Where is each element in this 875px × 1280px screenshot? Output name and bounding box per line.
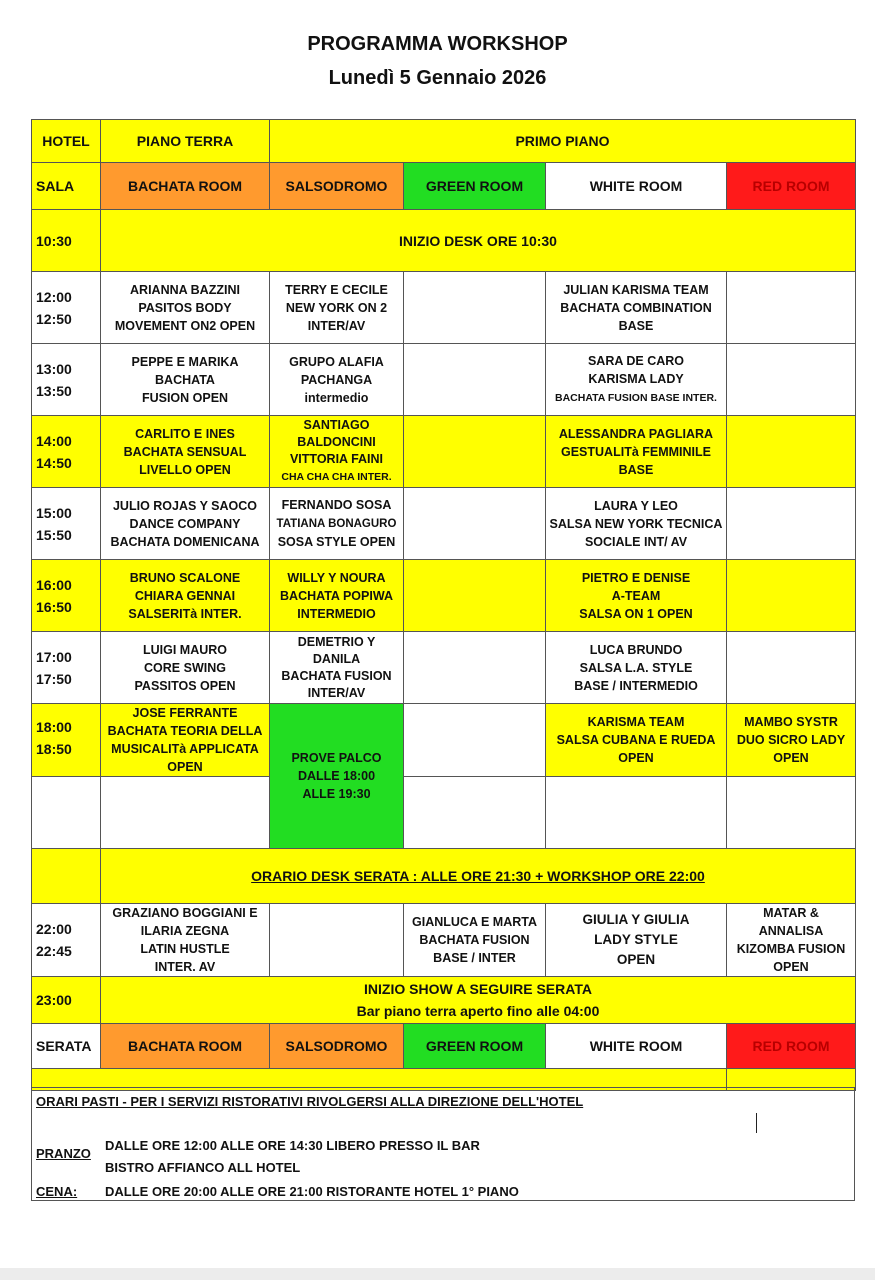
room-white: WHITE ROOM bbox=[546, 1024, 727, 1069]
slot-time: 15:00 15:50 bbox=[32, 488, 101, 560]
green-room-class bbox=[404, 272, 546, 344]
salsodromo-class: GRUPO ALAFIA PACHANGA intermedio bbox=[270, 344, 404, 416]
sala-label: SALA bbox=[32, 163, 101, 210]
text-cursor bbox=[756, 1113, 757, 1133]
white-room-class: LUCA BRUNDO SALSA L.A. STYLE BASE / INTERMEDIO bbox=[546, 632, 727, 704]
time-slot-row bbox=[32, 488, 856, 560]
bachata-room-class: CARLITO E INES BACHATA SENSUAL LIVELLO OPEN bbox=[101, 416, 270, 488]
cena-text: DALLE ORE 20:00 ALLE ORE 21:00 RISTORANTE HOTEL 1° PIANO bbox=[105, 1184, 519, 1199]
green-room-class bbox=[404, 344, 546, 416]
schedule-table bbox=[31, 119, 856, 1091]
room-white: WHITE ROOM bbox=[546, 163, 727, 210]
slot-time: 18:00 18:50 bbox=[32, 704, 101, 777]
empty-cell bbox=[32, 777, 101, 849]
salsodromo-class: FERNANDO SOSA TATIANA BONAGURO SOSA STYLE OPEN bbox=[270, 488, 404, 560]
red-room-class bbox=[727, 416, 856, 488]
hotel-label: HOTEL bbox=[32, 120, 101, 163]
time-slot-row bbox=[32, 344, 856, 416]
piano-terra-label: PIANO TERRA bbox=[101, 120, 270, 163]
empty-cell bbox=[404, 777, 546, 849]
slot-time: 13:00 13:50 bbox=[32, 344, 101, 416]
room-salsodromo: SALSODROMO bbox=[270, 163, 404, 210]
room-bachata: BACHATA ROOM bbox=[101, 1024, 270, 1069]
bachata-room-class: JULIO ROJAS Y SAOCO DANCE COMPANY BACHATA DOMENICANA bbox=[101, 488, 270, 560]
white-room-class: ALESSANDRA PAGLIARA GESTUALITà FEMMINILE BASE bbox=[546, 416, 727, 488]
time-slot-row bbox=[32, 416, 856, 488]
bachata-room-class: PEPPE E MARIKA BACHATA FUSION OPEN bbox=[101, 344, 270, 416]
desk-text: INIZIO DESK ORE 10:30 bbox=[101, 210, 856, 272]
white-room-class: SARA DE CARO KARISMA LADY BACHATA FUSION BASE INTER. bbox=[546, 344, 727, 416]
white-room-class: JULIAN KARISMA TEAM BACHATA COMBINATION BASE bbox=[546, 272, 727, 344]
page-subtitle: Lunedì 5 Gennaio 2026 bbox=[328, 67, 547, 89]
empty-cell bbox=[727, 777, 856, 849]
primo-piano-label: PRIMO PIANO bbox=[270, 120, 856, 163]
room-bachata: BACHATA ROOM bbox=[101, 163, 270, 210]
floor-header-row bbox=[32, 120, 856, 163]
slot-time: 17:00 17:50 bbox=[32, 632, 101, 704]
bachata-room-class: LUIGI MAURO CORE SWING PASSITOS OPEN bbox=[101, 632, 270, 704]
slot-time: 14:00 14:50 bbox=[32, 416, 101, 488]
red-room-class bbox=[727, 560, 856, 632]
show-time: 23:00 bbox=[32, 977, 101, 1024]
green-room-class bbox=[404, 704, 546, 777]
show-text: INIZIO SHOW A SEGUIRE SERATA Bar piano terra aperto fino alle 04:00 bbox=[101, 977, 856, 1024]
prove-palco-block: PROVE PALCO DALLE 18:00 ALLE 19:30 bbox=[270, 704, 404, 849]
red-room-class bbox=[727, 488, 856, 560]
evening-row bbox=[32, 904, 856, 977]
empty-cell bbox=[32, 849, 101, 904]
salsodromo-class: TERRY E CECILE NEW YORK ON 2 INTER/AV bbox=[270, 272, 404, 344]
serata-room-row bbox=[32, 1024, 856, 1069]
empty-cell bbox=[546, 777, 727, 849]
page-title: PROGRAMMA WORKSHOP bbox=[307, 33, 568, 55]
white-room-class: KARISMA TEAM SALSA CUBANA E RUEDA OPEN bbox=[546, 704, 727, 777]
bachata-room-class: GRAZIANO BOGGIANI E ILARIA ZEGNA LATIN HUSTLE INTER. AV bbox=[101, 904, 270, 977]
page-bottom-edge bbox=[0, 1268, 875, 1280]
salsodromo-class: SANTIAGO BALDONCINI VITTORIA FAINI CHA CHA CHA INTER. bbox=[270, 416, 404, 488]
white-room-class: PIETRO E DENISE A-TEAM SALSA ON 1 OPEN bbox=[546, 560, 727, 632]
white-room-class: GIULIA Y GIULIA LADY STYLE OPEN bbox=[546, 904, 727, 977]
red-room-class: MAMBO SYSTR DUO SICRO LADY OPEN bbox=[727, 704, 856, 777]
red-room-class bbox=[727, 272, 856, 344]
desk-serata-row bbox=[32, 849, 856, 904]
room-red: RED ROOM bbox=[727, 163, 856, 210]
bachata-room-class: JOSE FERRANTE BACHATA TEORIA DELLA MUSICALITà APPLICATA OPEN bbox=[101, 704, 270, 777]
red-room-class bbox=[727, 344, 856, 416]
salsodromo-class bbox=[270, 904, 404, 977]
bachata-room-class: ARIANNA BAZZINI PASITOS BODY MOVEMENT ON2 OPEN bbox=[101, 272, 270, 344]
green-room-class bbox=[404, 560, 546, 632]
red-room-class: MATAR & ANNALISA KIZOMBA FUSION OPEN bbox=[727, 904, 856, 977]
cena-label: CENA: bbox=[36, 1184, 78, 1199]
pranzo-text-2: BISTRO AFFIANCO ALL HOTEL bbox=[105, 1160, 301, 1175]
room-red: RED ROOM bbox=[727, 1024, 856, 1069]
time-slot-row bbox=[32, 632, 856, 704]
slot-time: 22:00 22:45 bbox=[32, 904, 101, 977]
green-room-class bbox=[404, 416, 546, 488]
room-header-row bbox=[32, 163, 856, 210]
show-row bbox=[32, 977, 856, 1024]
green-room-class bbox=[404, 632, 546, 704]
room-green: GREEN ROOM bbox=[404, 163, 546, 210]
desk-serata-text: ORARIO DESK SERATA : ALLE ORE 21:30 + WORKSHOP ORE 22:00 bbox=[101, 849, 856, 904]
white-room-class: LAURA Y LEO SALSA NEW YORK TECNICA SOCIALE INT/ AV bbox=[546, 488, 727, 560]
serata-label: SERATA bbox=[32, 1024, 101, 1069]
time-slot-row bbox=[32, 560, 856, 632]
slot-time: 12:00 12:50 bbox=[32, 272, 101, 344]
red-room-class bbox=[727, 632, 856, 704]
salsodromo-class: DEMETRIO Y DANILA BACHATA FUSION INTER/AV bbox=[270, 632, 404, 704]
meal-info-box bbox=[31, 1087, 855, 1201]
meal-info-heading: ORARI PASTI - PER I SERVIZI RISTORATIVI RIVOLGERSI ALLA DIREZIONE DELL'HOTEL bbox=[36, 1094, 584, 1109]
time-slot-row bbox=[32, 272, 856, 344]
room-green: GREEN ROOM bbox=[404, 1024, 546, 1069]
pranzo-text-1: DALLE ORE 12:00 ALLE ORE 14:30 LIBERO PRESSO IL BAR bbox=[105, 1138, 480, 1153]
pranzo-label: PRANZO bbox=[36, 1146, 91, 1161]
slot-time: 16:00 16:50 bbox=[32, 560, 101, 632]
empty-cell bbox=[101, 777, 270, 849]
desk-row bbox=[32, 210, 856, 272]
empty-row bbox=[32, 777, 856, 849]
time-slot-row bbox=[32, 704, 856, 777]
desk-time: 10:30 bbox=[32, 210, 101, 272]
salsodromo-class: WILLY Y NOURA BACHATA POPIWA INTERMEDIO bbox=[270, 560, 404, 632]
green-room-class: GIANLUCA E MARTA BACHATA FUSION BASE / INTER bbox=[404, 904, 546, 977]
room-salsodromo: SALSODROMO bbox=[270, 1024, 404, 1069]
bachata-room-class: BRUNO SCALONE CHIARA GENNAI SALSERITà INTER. bbox=[101, 560, 270, 632]
green-room-class bbox=[404, 488, 546, 560]
